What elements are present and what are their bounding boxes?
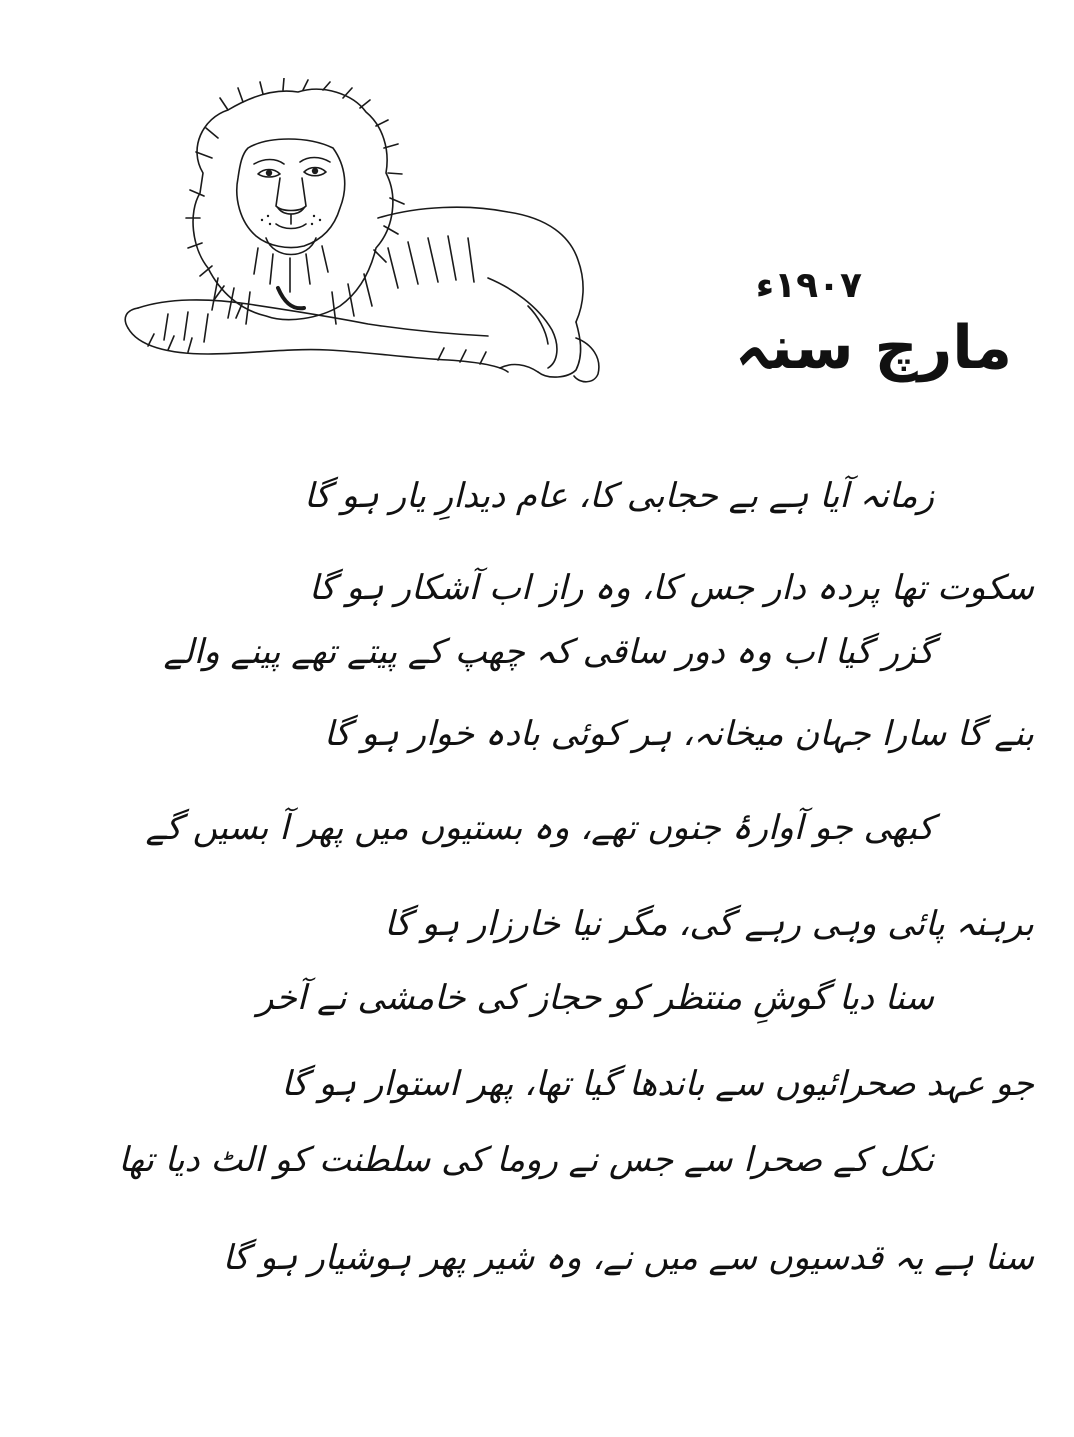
poem-line-4: بنے گا سارا جہان میخانہ، ہر کوئی بادہ خوار ہو گا [324, 714, 1034, 754]
heading-date [672, 265, 1012, 383]
lion-icon [108, 78, 608, 388]
heading-title: مارچ سنہ [734, 313, 1012, 383]
poem-line-10: سنا ہے یہ قدسیوں سے میں نے، وہ شیر پھر ہوشیار ہو گا [222, 1238, 1034, 1278]
poem-line-6: برہنہ پائی وہی رہے گی، مگر نیا خارزار ہو گا [384, 904, 1034, 944]
poem-line-5: کبھی جو آوارۂ جنوں تھے، وہ بستیوں میں پھر آ بسیں گے [145, 808, 934, 848]
heading-year: ۱۹۰۷ء [755, 265, 862, 306]
poem-line-3: گزر گیا اب وہ دور ساقی کہ چھپ کے پیتے تھے پینے والے [163, 632, 934, 672]
poem-line-8: جو عہد صحرائیوں سے باندھا گیا تھا، پھر استوار ہو گا [281, 1064, 1034, 1104]
poem-line-2: سکوت تھا پردہ دار جس کا، وہ راز اب آشکار ہو گا [309, 568, 1034, 608]
poem-line-1: زمانہ آیا ہے بے حجابی کا، عام دیدارِ یار ہو گا [304, 476, 934, 516]
poem-line-9: نکل کے صحرا سے جس نے روما کی سلطنت کو الٹ دیا تھا [118, 1140, 934, 1180]
poem-line-7: سنا دیا گوشِ منتظر کو حجاز کی خامشی نے آخر [257, 978, 934, 1018]
